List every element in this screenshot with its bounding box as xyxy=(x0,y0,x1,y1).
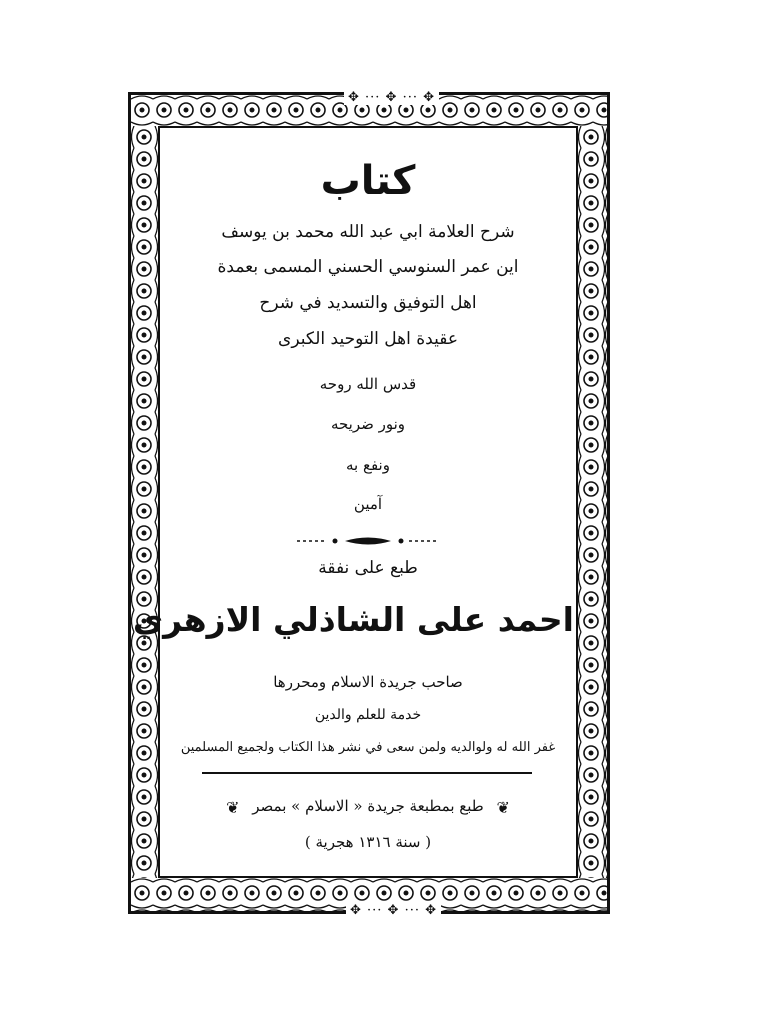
publication-year: ( سنة ١٣١٦ هجرية ) xyxy=(304,833,432,851)
bottom-center-ornament: ✥ ··· ✥ ··· ✥ xyxy=(346,904,441,918)
leaf-ornament-icon: ❦ xyxy=(226,797,240,817)
patron-role: صاحب جريدة الاسلام ومحررها xyxy=(273,673,463,691)
patron-name: احمد على الشاذلي الازهري xyxy=(132,600,574,639)
press-line xyxy=(162,797,574,817)
press-text: طبع بمطبعة جريدة « الاسلام » بمصر xyxy=(252,797,484,815)
title-line-1: شرح العلامة ابي عبد الله محمد بن يوسف xyxy=(221,222,515,242)
left-ornamental-band xyxy=(131,126,158,878)
title-page-content xyxy=(132,130,574,874)
blessing-line-1: قدس الله روحه xyxy=(319,375,417,393)
decorative-divider xyxy=(297,534,439,548)
printed-at-expense-of: طبع على نفقة xyxy=(318,558,418,578)
top-center-ornament: ✥ ··· ✥ ··· ✥ xyxy=(344,91,439,105)
title-line-2: اين عمر السنوسي الحسني المسمى بعمدة xyxy=(217,257,519,277)
amen-line: آمين xyxy=(353,495,383,513)
title-line-3: اهل التوفيق والتسديد في شرح xyxy=(259,293,477,313)
prayer-line: غفر الله له ولوالديه ولمن سعى في نشر هذا الكتاب ولجميع المسلمين xyxy=(180,740,556,755)
service-line: خدمة للعلم والدين xyxy=(314,707,422,723)
title-line-4: عقيدة اهل التوحيد الكبرى xyxy=(278,329,458,349)
leaf-ornament-icon: ❦ xyxy=(496,797,510,817)
horizontal-rule xyxy=(202,772,532,774)
right-ornamental-band xyxy=(578,126,607,878)
blessing-line-3: ونفع به xyxy=(346,456,390,474)
blessing-line-2: ونور ضريحه xyxy=(330,415,406,433)
book-heading: كتاب xyxy=(320,158,416,204)
